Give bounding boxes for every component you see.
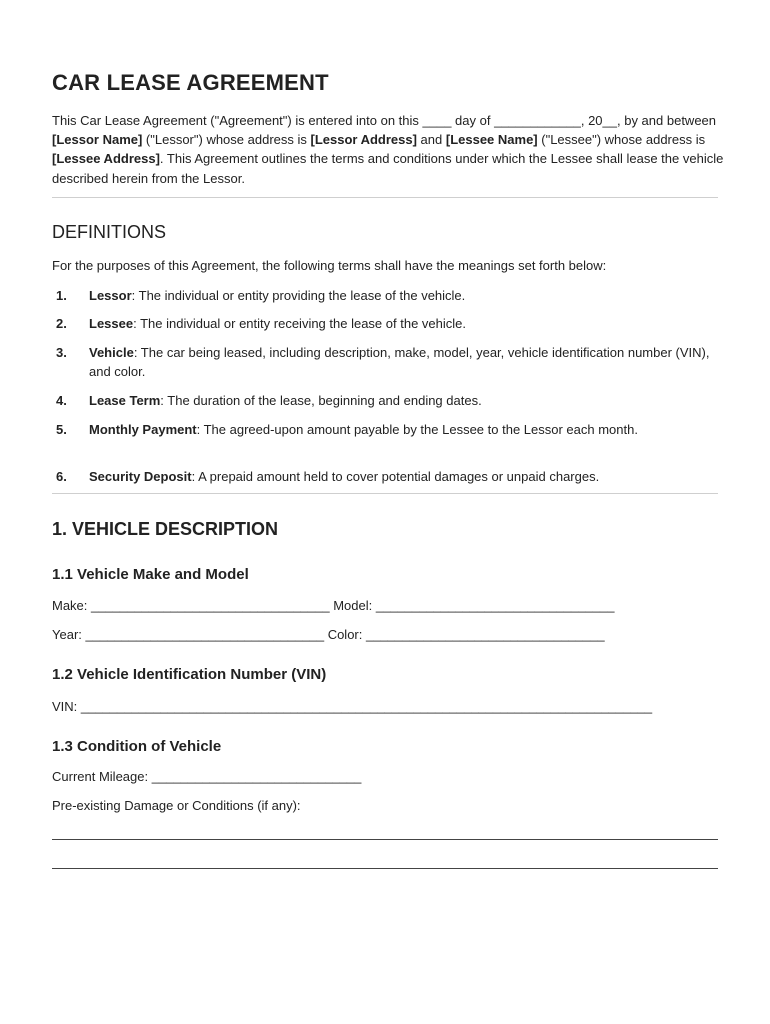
section-divider — [52, 197, 718, 198]
definition-term: Lessor — [89, 288, 132, 303]
vin-field: VIN: _______________________________________________________________________________ — [52, 699, 653, 714]
definition-term: Security Deposit — [89, 469, 192, 484]
intro-text-3: and — [416, 132, 446, 148]
definition-text: : A prepaid amount held to cover potential damages or unpaid charges. — [191, 469, 600, 484]
lessee-name-placeholder: [Lessee Name] — [445, 132, 538, 148]
section-divider — [52, 493, 718, 494]
lessor-address-placeholder: [Lessor Address] — [310, 132, 417, 148]
damage-blank-line — [52, 868, 718, 869]
lessee-address-placeholder: [Lessee Address] — [52, 151, 160, 167]
definition-text: : The duration of the lease, beginning and ending dates. — [160, 393, 482, 408]
definition-item — [52, 467, 722, 486]
definition-item — [52, 314, 722, 333]
vehicle-description-heading: 1. VEHICLE DESCRIPTION — [52, 519, 279, 539]
definition-text: : The agreed-upon amount payable by the Lessee to the Lessor each month. — [196, 422, 638, 437]
intro-text-5: . This Agreement outlines the terms and conditions under which the Lessee shall lease the vehicle described herein from the Lessor. — [52, 151, 724, 186]
definition-number: 4. — [56, 393, 67, 408]
definition-item — [52, 343, 722, 381]
vin-heading: 1.2 Vehicle Identification Number (VIN) — [52, 666, 327, 683]
intro-text-4: ("Lessee") whose address is — [537, 132, 706, 148]
definitions-lead: For the purposes of this Agreement, the following terms shall have the meanings set forth below: — [52, 258, 607, 273]
intro-text-1: This Car Lease Agreement ("Agreement") is entered into on this ____ day of ____________, 20__, by and between — [52, 113, 717, 128]
damage-blank-line — [52, 839, 718, 840]
definition-text: : The individual or entity providing the lease of the vehicle. — [131, 288, 466, 303]
definition-term: Vehicle — [89, 345, 134, 360]
definition-term: Monthly Payment — [89, 422, 197, 437]
definition-item — [52, 286, 722, 305]
definition-number: 3. — [56, 345, 67, 360]
condition-heading: 1.3 Condition of Vehicle — [52, 738, 222, 755]
definitions-heading: DEFINITIONS — [52, 222, 167, 242]
definition-item — [52, 391, 722, 410]
definition-number: 5. — [56, 422, 67, 437]
document-title: CAR LEASE AGREEMENT — [52, 70, 329, 95]
lessor-name-placeholder: [Lessor Name] — [52, 132, 143, 148]
intro-text-2: ("Lessor") whose address is — [142, 132, 311, 148]
definition-text: : The car being leased, including description, make, model, year, vehicle identification number (VIN), and color. — [89, 345, 710, 379]
definition-text: : The individual or entity receiving the lease of the vehicle. — [133, 316, 466, 331]
definition-item — [52, 420, 722, 439]
mileage-field: Current Mileage: _____________________________ — [52, 769, 362, 784]
make-model-heading: 1.1 Vehicle Make and Model — [52, 566, 249, 583]
make-model-field: Make: _________________________________ Model: _________________________________ — [52, 598, 615, 613]
definition-term: Lease Term — [89, 393, 161, 408]
year-color-field: Year: _________________________________ Color: _________________________________ — [52, 627, 605, 642]
damage-label: Pre-existing Damage or Conditions (if any): — [52, 798, 301, 813]
definition-number: 6. — [56, 469, 67, 484]
definition-number: 1. — [56, 288, 67, 303]
intro-paragraph — [52, 111, 732, 188]
definition-term: Lessee — [89, 316, 134, 331]
definition-number: 2. — [56, 316, 67, 331]
